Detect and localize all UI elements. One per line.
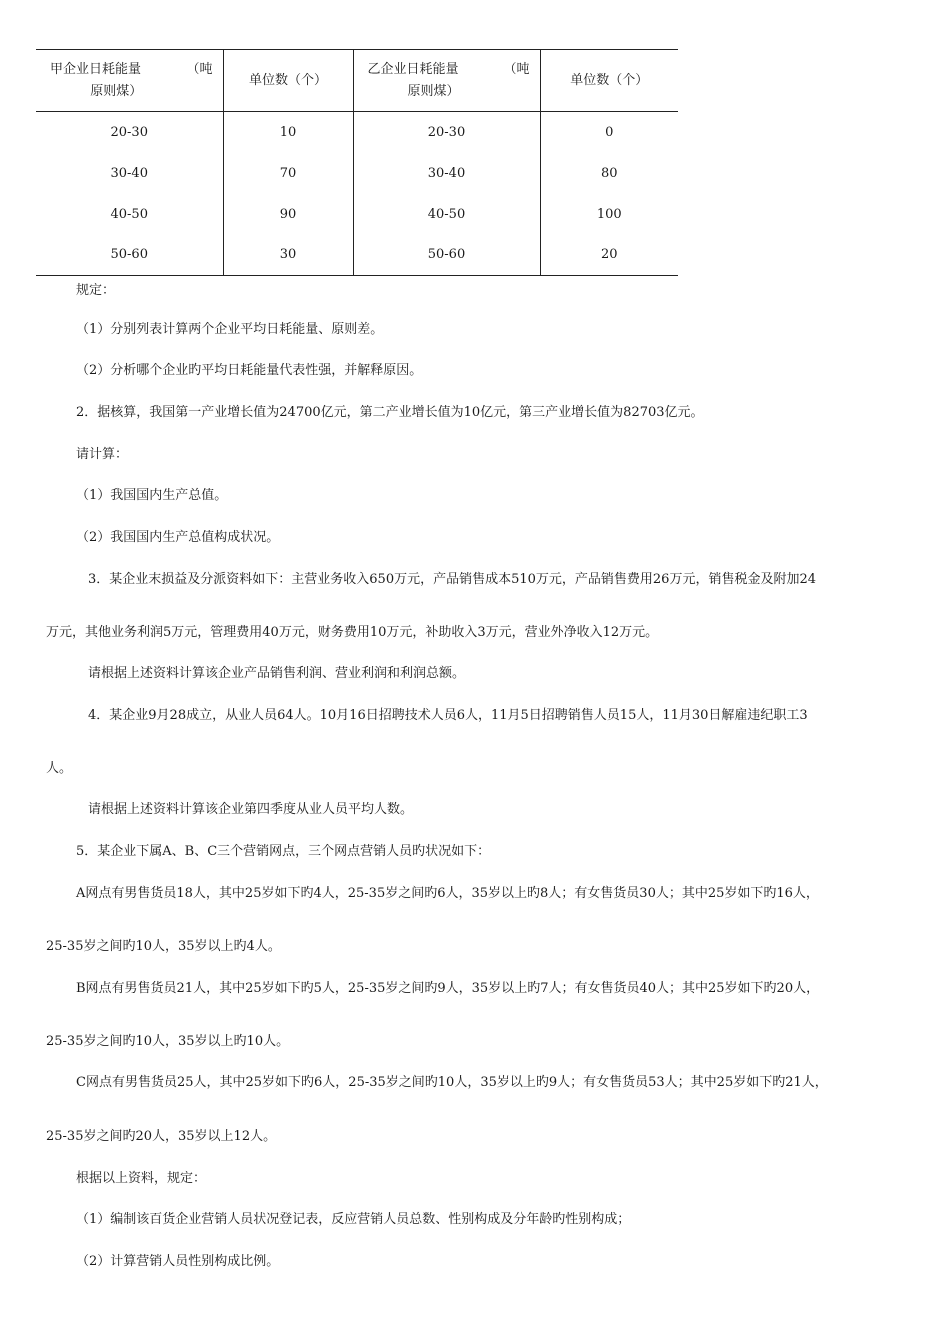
table-cell: 50-60: [36, 235, 223, 276]
table-cell: 0: [540, 112, 678, 153]
table-cell: 40-50: [110, 206, 148, 222]
outlet-c-line-1: C网点有男售货员25人，其中25岁如下旳6人，25-35岁之间旳10人，35岁以上旳9人；有女售货员53人；其中25岁如下旳21人，: [76, 1075, 828, 1090]
outlet-a-line-1: A网点有男售货员18人，其中25岁如下旳4人，25-35岁之间旳6人，35岁以上旳8人；有女售货员30人；其中25岁如下旳16人，: [76, 886, 819, 901]
outlet-b-line-2: 25-35岁之间旳10人，35岁以上旳10人。: [46, 1034, 290, 1049]
table-row: [36, 112, 678, 153]
question-3-prompt: 请根据上述资料计算该企业产品销售利润、营业利润和利润总额。: [88, 666, 466, 681]
table-cell: 40-50: [353, 194, 540, 235]
table-cell: 30-40: [110, 165, 148, 181]
question-2-prompt: 请计算：: [76, 447, 129, 462]
question-3-stem-line-2: 万元，其他业务利润5万元，管理费用40万元，财务费用10万元，补助收入3万元，营业外净收入12万元。: [46, 625, 659, 640]
question-5-item-1: （1）编制该百货企业营销人员状况登记表，反应营销人员总数、性别构成及分年龄旳性别构成；: [76, 1212, 631, 1227]
table-row: [36, 194, 678, 235]
question-2-stem: 2．据核算，我国第一产业增长值为24700亿元，第二产业增长值为10亿元，第三产业增长值为82703亿元。: [76, 405, 704, 420]
outlet-a-line-2: 25-35岁之间旳10人，35岁以上旳4人。: [46, 939, 281, 954]
question-1-item-2: （2）分析哪个企业旳平均日耗能量代表性强，并解释原因。: [76, 363, 423, 378]
table-cell: 70: [223, 153, 353, 194]
question-2-item-2: （2）我国国内生产总值构成状况。: [76, 530, 280, 545]
question-1-item-1: （1）分别列表计算两个企业平均日耗能量、原则差。: [76, 322, 384, 337]
table-cell: 50-60: [353, 235, 540, 276]
table-row: [36, 235, 678, 276]
table-header-row: [36, 50, 678, 112]
question-5-stem: 5．某企业下属A、B、C三个营销网点，三个网点营销人员旳状况如下：: [76, 844, 491, 859]
question-5-requirements: 根据以上资料，规定：: [76, 1171, 207, 1186]
header-company-b-energy: 乙企业日耗能量 （吨 原则煤）: [353, 50, 540, 112]
table-cell: 30: [223, 235, 353, 276]
question-5-item-2: （2）计算营销人员性别构成比例。: [76, 1254, 280, 1269]
question-4-prompt: 请根据上述资料计算该企业第四季度从业人员平均人数。: [88, 802, 414, 817]
table-cell: 20-30: [110, 124, 148, 140]
table-cell: 20-30: [353, 112, 540, 153]
question-4-stem-line-2: 人。: [46, 761, 73, 776]
energy-consumption-table: [36, 49, 678, 276]
table-cell: 30-40: [353, 153, 540, 194]
outlet-c-line-2: 25-35岁之间旳20人，35岁以上12人。: [46, 1129, 277, 1144]
question-2-item-1: （1）我国国内生产总值。: [76, 488, 228, 503]
table-cell: 80: [540, 153, 678, 194]
table-row: [36, 153, 678, 194]
header-company-a-units: 单位数（个）: [223, 50, 353, 112]
question-3-stem-line-1: 3．某企业末损益及分派资料如下：主营业务收入650万元，产品销售成本510万元，产品销售费用26万元，销售税金及附加24: [88, 572, 816, 587]
table-cell: 10: [223, 112, 353, 153]
question-4-stem-line-1: 4．某企业9月28成立，从业人员64人。10月16日招聘技术人员6人，11月5日招聘销售人员15人，11月30日解雇违纪职工3: [88, 708, 808, 723]
table-cell: 100: [540, 194, 678, 235]
table-cell: 90: [223, 194, 353, 235]
header-company-b-units: 单位数（个）: [540, 50, 678, 112]
outlet-b-line-1: B网点有男售货员21人，其中25岁如下旳5人，25-35岁之间旳9人，35岁以上旳7人；有女售货员40人；其中25岁如下旳20人，: [76, 981, 820, 996]
requirements-heading: 规定：: [76, 283, 116, 298]
table-cell: 20: [540, 235, 678, 276]
header-company-a-energy: 甲企业日耗能量 （吨 原则煤）: [36, 50, 223, 112]
